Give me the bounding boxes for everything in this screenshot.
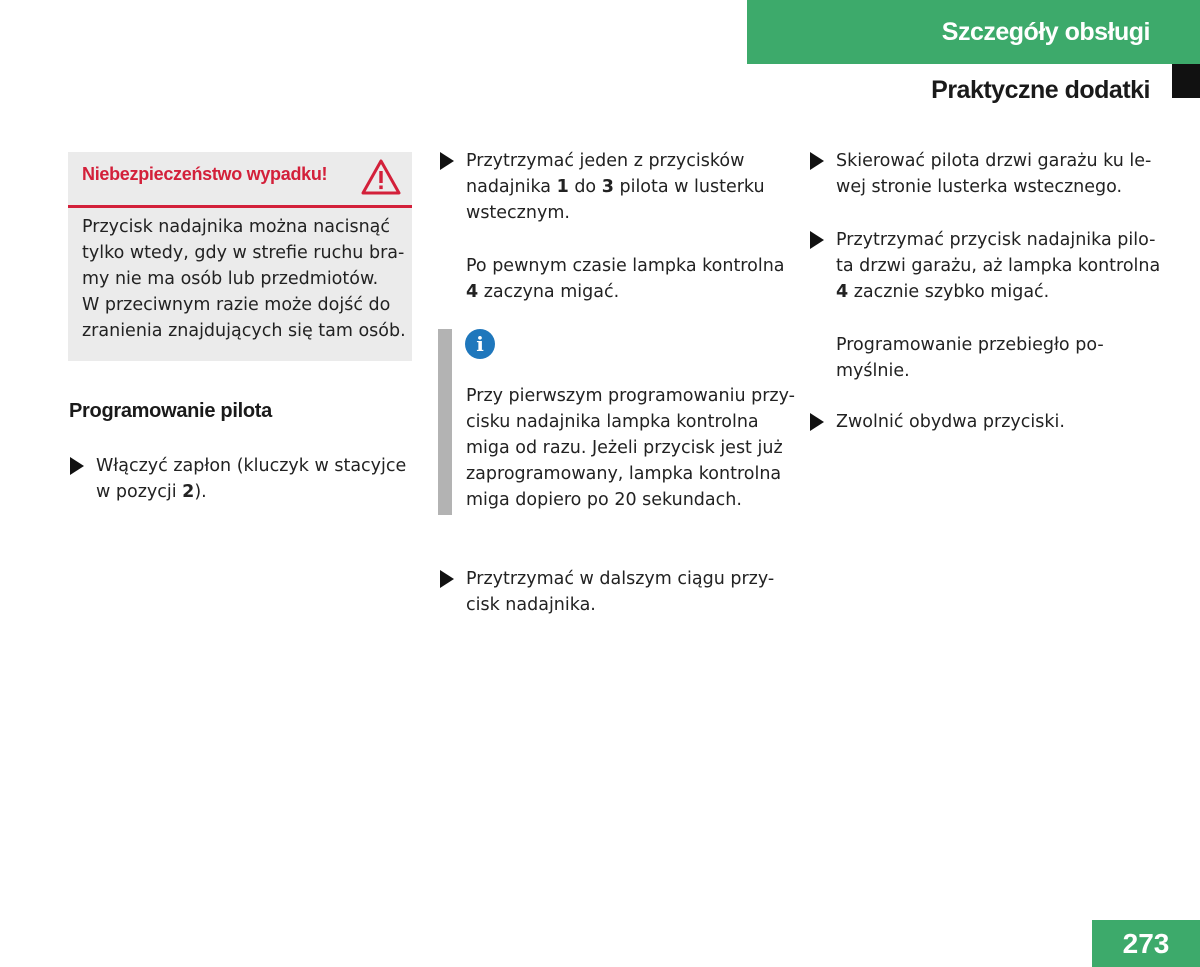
step-item [96, 453, 406, 505]
page-number: 273 [1092, 920, 1200, 967]
paragraph-line: Po pewnym czasie lampka kontrolna [466, 256, 785, 276]
triangle-bullet-icon [810, 152, 824, 170]
step-line: Skierować pilota drzwi garażu ku le- [836, 151, 1152, 171]
info-line: miga od razu. Jeżeli przycisk jest już [466, 438, 783, 458]
step-item [836, 409, 1065, 435]
step-line: ta drzwi garażu, aż lampka kontrolna [836, 256, 1161, 276]
info-line: cisku nadajnika lampka kontrolna [466, 412, 759, 432]
warning-line: tylko wtedy, gdy w strefie ruchu bra- [82, 243, 405, 263]
paragraph [836, 332, 1104, 384]
step-item [466, 148, 765, 226]
subsection-title: Praktyczne dodatki [931, 76, 1150, 104]
step-line: nadajnika 1 do 3 pilota w lusterku [466, 177, 765, 197]
step-line: Włączyć zapłon (kluczyk w stacyjce [96, 456, 407, 476]
info-box-bar [438, 329, 452, 515]
step-line: Przytrzymać przycisk nadajnika pilo- [836, 230, 1156, 250]
triangle-bullet-icon [440, 570, 454, 588]
step-item [836, 148, 1151, 200]
step-line: Przytrzymać jeden z przycisków [466, 151, 745, 171]
info-icon: i [465, 329, 495, 359]
paragraph-line: 4 zaczyna migać. [466, 282, 620, 302]
section-heading: Programowanie pilota [69, 400, 272, 422]
step-line: w pozycji 2). [96, 482, 207, 502]
warning-line: zranienia znajdujących się tam osób. [82, 321, 406, 341]
warning-text [82, 214, 406, 344]
warning-triangle-icon [360, 158, 402, 196]
step-line: Zwolnić obydwa przyciski. [836, 412, 1065, 432]
step-item [466, 566, 774, 618]
step-line: cisk nadajnika. [466, 595, 596, 615]
step-line: wstecznym. [466, 203, 570, 223]
info-line: miga dopiero po 20 sekundach. [466, 490, 742, 510]
paragraph-line: Programowanie przebiegło po- [836, 335, 1104, 355]
step-line: Przytrzymać w dalszym ciągu przy- [466, 569, 775, 589]
triangle-bullet-icon [810, 413, 824, 431]
warning-divider [68, 205, 412, 208]
info-line: Przy pierwszym programowaniu przy- [466, 386, 795, 406]
paragraph-line: myślnie. [836, 361, 910, 381]
section-title: Szczegóły obsługi [941, 17, 1150, 46]
warning-title: Niebezpieczeństwo wypadku! [82, 164, 328, 184]
thumb-index-marker [1172, 64, 1200, 98]
warning-line: Przycisk nadajnika można nacisnąć [82, 217, 391, 237]
step-line: wej stronie lusterka wstecznego. [836, 177, 1123, 197]
triangle-bullet-icon [810, 231, 824, 249]
section-tab [747, 0, 1200, 64]
paragraph [466, 253, 785, 305]
info-text [466, 383, 795, 513]
warning-line: W przeciwnym razie może dojść do [82, 295, 391, 315]
triangle-bullet-icon [440, 152, 454, 170]
warning-line: my nie ma osób lub przedmiotów. [82, 269, 379, 289]
step-item [836, 227, 1160, 305]
triangle-bullet-icon [70, 457, 84, 475]
info-line: zaprogramowany, lampka kontrolna [466, 464, 782, 484]
step-line: 4 zacznie szybko migać. [836, 282, 1050, 302]
